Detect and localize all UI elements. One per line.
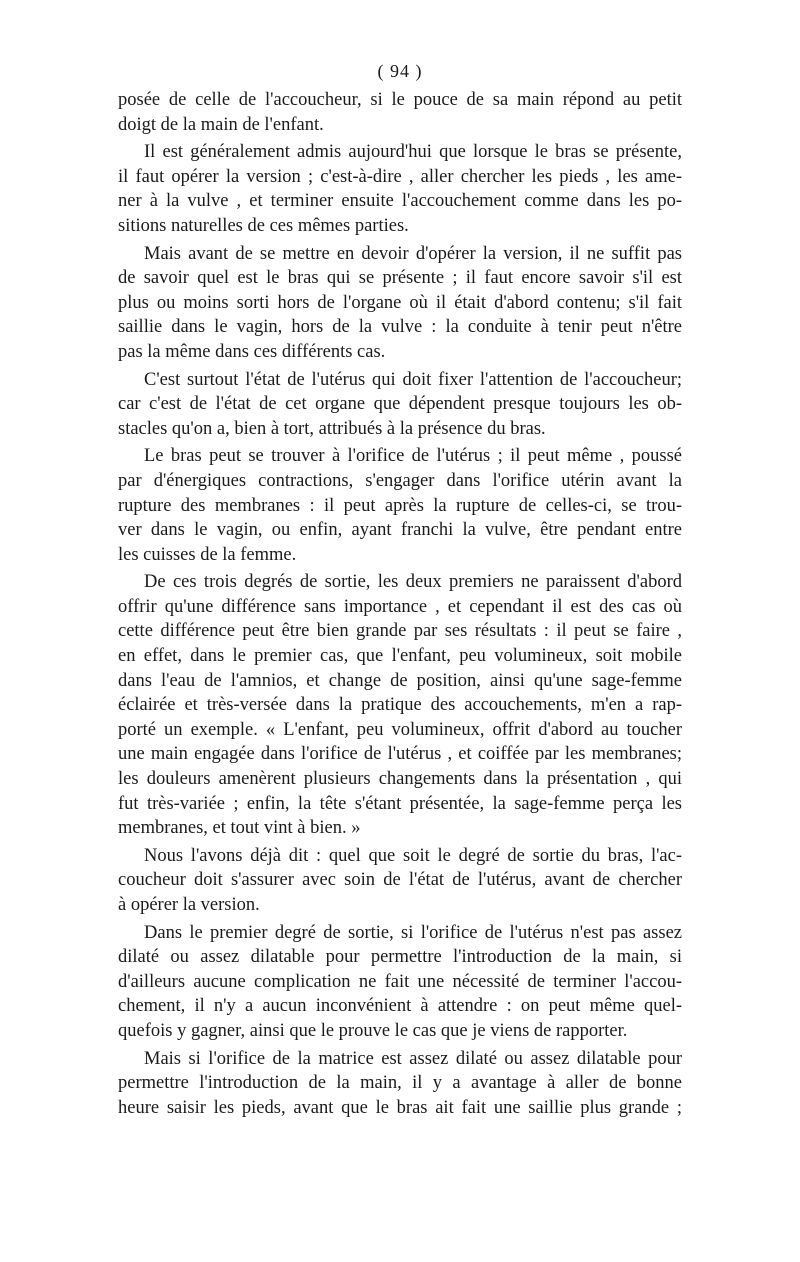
text-line: membranes, et tout vint à bien. » [118, 818, 361, 839]
paragraph [118, 1047, 682, 1121]
text-line: quefois y gagner, ainsi que le prouve le cas que je viens de rapporter. [118, 1020, 628, 1041]
text-line: posée de celle de l'accoucheur, si le pouce de sa main répond au petit [118, 90, 682, 110]
text-line: coucheur doit s'assurer avec soin de l'état de l'utérus, avant de chercher [118, 870, 682, 891]
text-line: éclairée et très-versée dans la pratique des accouchements, m'en a rap- [118, 695, 682, 716]
text-line: dans l'eau de l'amnios, et change de position, ainsi qu'une sage-femme [118, 670, 682, 691]
text-line: pas la même dans ces différents cas. [118, 341, 386, 362]
text-line: plus ou moins sorti hors de l'organe où il était d'abord contenu; s'il fait [118, 292, 682, 313]
text-line: les cuisses de la femme. [118, 544, 297, 565]
text-line: Mais avant de se mettre en devoir d'opérer la version, il ne suffit pas [144, 243, 682, 264]
text-line: De ces trois degrés de sortie, les deux premiers ne paraissent d'abord [144, 572, 682, 593]
text-line: Nous l'avons déjà dit : quel que soit le degré de sortie du bras, l'ac- [144, 845, 682, 866]
text-line: à opérer la version. [118, 895, 260, 915]
body-text [118, 88, 682, 1120]
text-line: ver dans le vagin, ou enfin, ayant franchi la vulve, être pendant entre [118, 520, 682, 541]
text-line: chement, il n'y a aucun inconvénient à attendre : on peut même quel- [118, 996, 682, 1017]
text-line: car c'est de l'état de cet organe que dépendent presque toujours les ob- [118, 394, 682, 415]
text-line: de savoir quel est le bras qui se présente ; il faut encore savoir s'il est [118, 268, 682, 289]
book-page [118, 60, 682, 1123]
text-line: fut très-variée ; enfin, la tête s'étant présentée, la sage-femme perça les [118, 793, 682, 814]
paragraph [118, 140, 682, 238]
text-line: porté un exemple. « L'enfant, peu volumineux, offrit d'abord au toucher [118, 719, 682, 740]
text-line: heure saisir les pieds, avant que le bras ait fait une saillie plus grande ; [118, 1097, 682, 1118]
text-line: en effet, dans le premier cas, que l'enfant, peu volumineux, soit mobile [118, 646, 682, 667]
paragraph [118, 921, 682, 1044]
text-line: doigt de la main de l'enfant. [118, 114, 324, 135]
text-line: ner à la vulve , et terminer ensuite l'accouchement comme dans les po- [118, 191, 682, 212]
text-line: sitions naturelles de ces mêmes parties. [118, 215, 409, 236]
text-line: saillie dans le vagin, hors de la vulve : la conduite à tenir peut n'être [118, 317, 682, 338]
text-line: offrir qu'une différence sans importance , et cependant il est des cas où [118, 596, 682, 617]
text-line: dilaté ou assez dilatable pour permettre l'introduction de la main, si [118, 947, 682, 968]
paragraph [118, 368, 682, 442]
text-line: cette différence peut être bien grande par ses résultats : il peut se faire , [118, 621, 682, 642]
paragraph [118, 570, 682, 841]
text-line: permettre l'introduction de la main, il y a avantage à aller de bonne [118, 1073, 682, 1094]
text-line: stacles qu'on a, bien à tort, attribués à la présence du bras. [118, 418, 546, 439]
text-line: Mais si l'orifice de la matrice est assez dilaté ou assez dilatable pour [144, 1048, 682, 1069]
paragraph [118, 88, 682, 137]
page-number: ( 94 ) [377, 61, 423, 81]
text-line: C'est surtout l'état de l'utérus qui doit fixer l'attention de l'accoucheur; [144, 369, 682, 390]
paragraph [118, 444, 682, 567]
paragraph [118, 242, 682, 365]
text-line: Dans le premier degré de sortie, si l'orifice de l'utérus n'est pas assez [144, 922, 682, 943]
text-line: les douleurs amenèrent plusieurs changements dans la présentation , qui [118, 769, 682, 790]
text-line: par d'énergiques contractions, s'engager dans l'orifice utérin avant la [118, 470, 682, 491]
text-line: il faut opérer la version ; c'est-à-dire , aller chercher les pieds , les ame- [118, 166, 682, 187]
text-line: d'ailleurs aucune complication ne fait une nécessité de terminer l'accou- [118, 971, 682, 992]
text-line: Il est généralement admis aujourd'hui que lorsque le bras se présente, [144, 142, 682, 163]
text-line: rupture des membranes : il peut après la rupture de celles-ci, se trou- [118, 495, 682, 516]
text-line: Le bras peut se trouver à l'orifice de l'utérus ; il peut même , poussé [144, 446, 682, 467]
paragraph [118, 844, 682, 918]
text-line: une main engagée dans l'orifice de l'utérus , et coiffée par les membranes; [118, 744, 682, 765]
